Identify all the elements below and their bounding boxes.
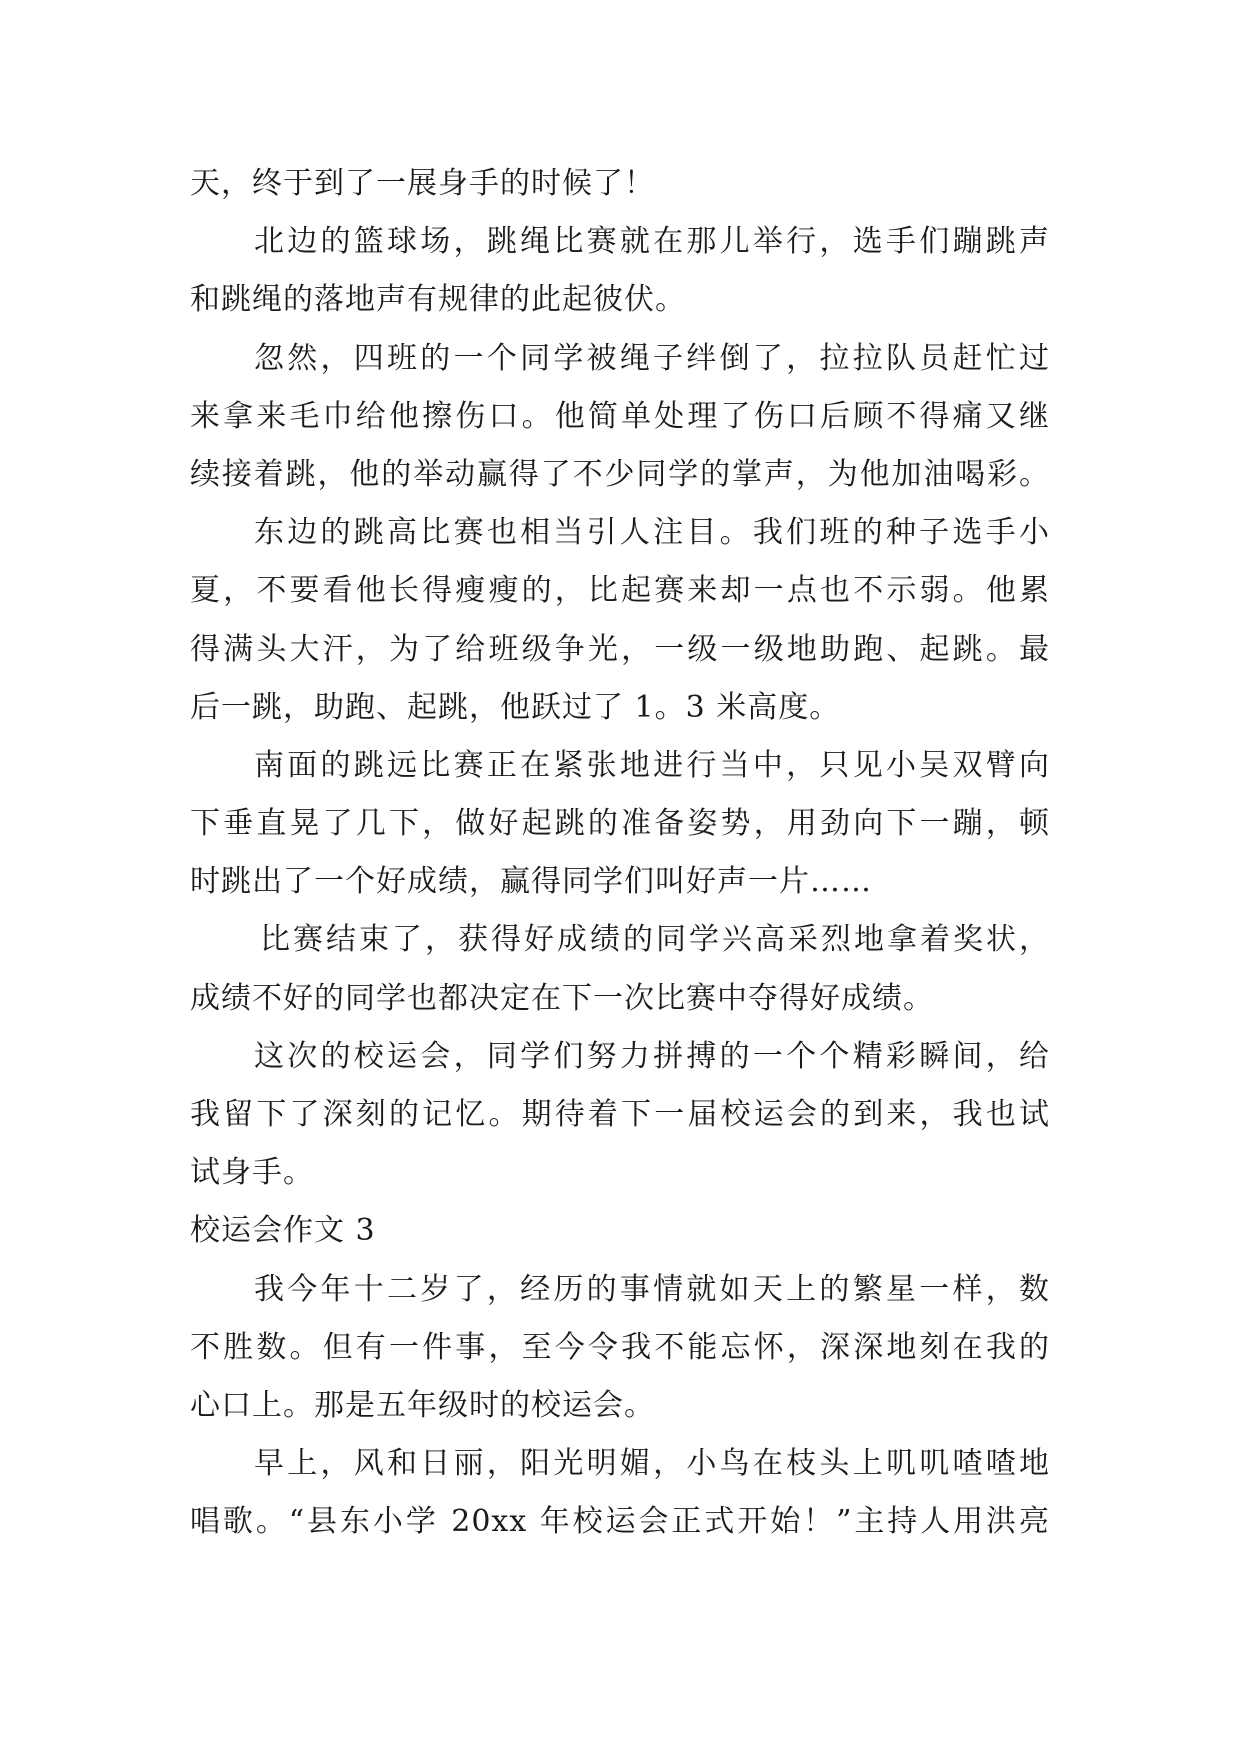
paragraph-line: 这次的校运会，同学们努力拼搏的一个个精彩瞬间，给 xyxy=(254,1038,1050,1074)
paragraph-line: 我留下了深刻的记忆。期待着下一届校运会的到来，我也试 xyxy=(190,1097,1050,1132)
paragraph-line: 心口上。那是五年级时的校运会。 xyxy=(190,1387,655,1423)
paragraph-line: 唱歌。“县东小学 20xx 年校运会正式开始！”主持人用洪亮 xyxy=(190,1504,1050,1540)
paragraph-line: 北边的篮球场，跳绳比赛就在那儿举行，选手们蹦跳声 xyxy=(254,224,1050,260)
paragraph-line: 来拿来毛巾给他擦伤口。他简单处理了伤口后顾不得痛又继 xyxy=(190,398,1050,434)
paragraph-line: 南面的跳远比赛正在紧张地进行当中，只见小吴双臂向 xyxy=(254,747,1050,783)
paragraph-line: 不胜数。但有一件事，至今令我不能忘怀，深深地刻在我的 xyxy=(190,1329,1050,1365)
paragraph-line: 比赛结束了，获得好成绩的同学兴高采烈地拿着奖状， xyxy=(260,922,1050,958)
paragraph-line: 我今年十二岁了，经历的事情就如天上的繁星一样，数 xyxy=(254,1271,1050,1307)
paragraph-line: 后一跳，助跑、起跳，他跃过了 1。3 米高度。 xyxy=(190,689,841,725)
section-heading: 校运会作文 3 xyxy=(190,1213,376,1249)
paragraph-line: 东边的跳高比赛也相当引人注目。我们班的种子选手小 xyxy=(254,515,1050,551)
paragraph-line: 得满头大汗，为了给班级争光，一级一级地助跑、起跳。最 xyxy=(190,631,1050,667)
paragraph-line: 早上，风和日丽，阳光明媚，小鸟在枝头上叽叽喳喳地 xyxy=(254,1446,1050,1482)
paragraph-line: 和跳绳的落地声有规律的此起彼伏。 xyxy=(190,282,686,318)
paragraph-line: 试身手。 xyxy=(190,1155,314,1191)
paragraph-line: 忽然，四班的一个同学被绳子绊倒了，拉拉队员赶忙过 xyxy=(254,340,1050,376)
essay-body xyxy=(190,155,1050,1552)
paragraph-line: 成绩不好的同学也都决定在下一次比赛中夺得好成绩。 xyxy=(190,980,934,1016)
paragraph-line: 天，终于到了一展身手的时候了！ xyxy=(190,166,655,201)
paragraph-line: 续接着跳，他的举动赢得了不少同学的掌声，为他加油喝彩。 xyxy=(190,456,1050,492)
paragraph-line: 时跳出了一个好成绩，赢得同学们叫好声一片…… xyxy=(190,864,872,900)
paragraph-line: 下垂直晃了几下，做好起跳的准备姿势，用劲向下一蹦，顿 xyxy=(190,806,1050,842)
paragraph-line: 夏，不要看他长得瘦瘦的，比起赛来却一点也不示弱。他累 xyxy=(190,573,1050,609)
